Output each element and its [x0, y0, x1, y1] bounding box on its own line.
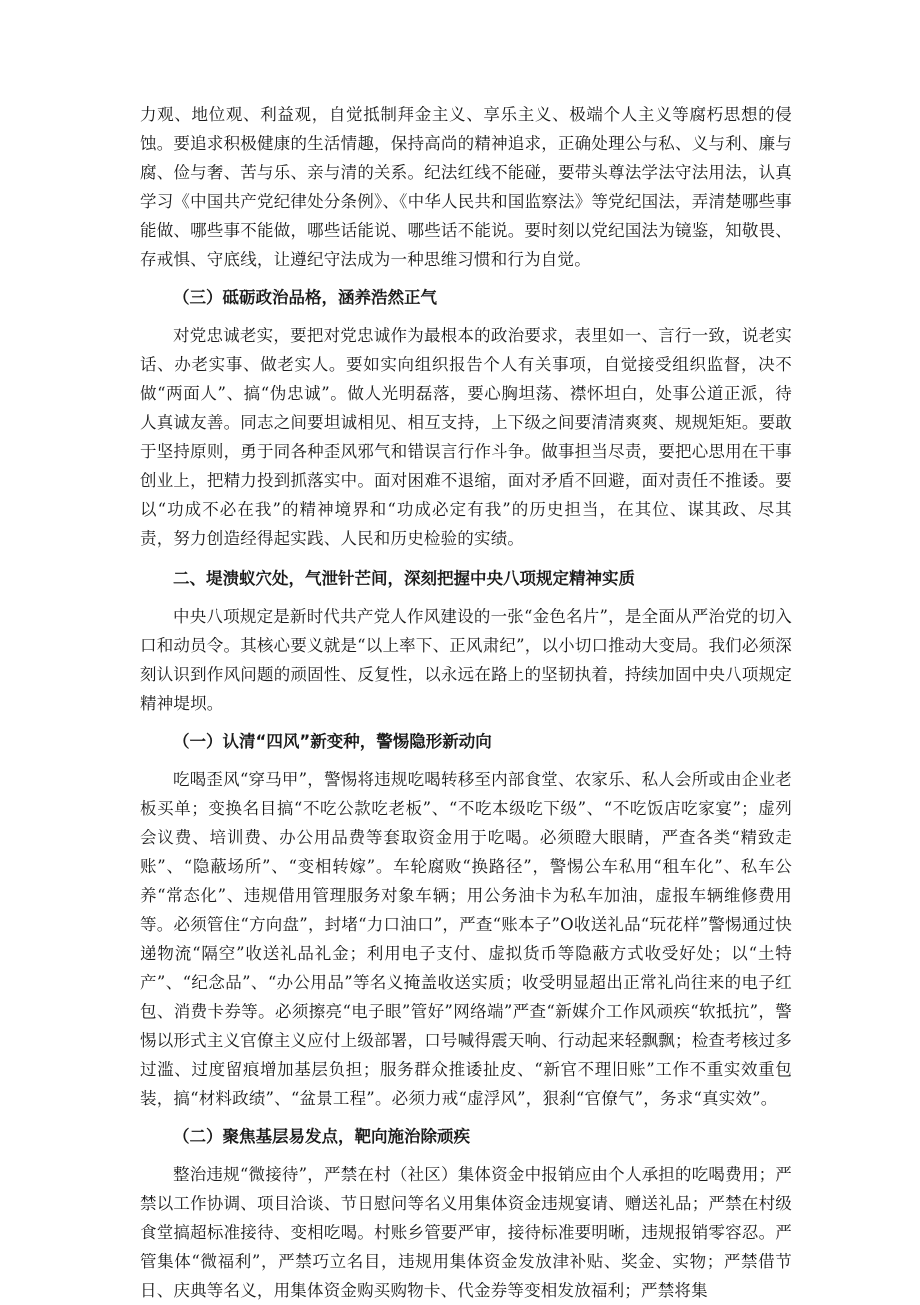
chapter-heading-two: 二、堤溃蚁穴处，气泄针芒间，深刻把握中央八项规定精神实质 [173, 569, 635, 588]
section-heading-two: （二）聚焦基层易发点，靶向施治除顽疾 [173, 1127, 470, 1146]
paragraph-grassroots: 整治违规“微接待”，严禁在村（社区）集体资金中报销应由个人承担的吃喝费用；严禁以工作协调、项目洽谈、节日慰问等名义用集体资金违规宴请、赠送礼品；严禁在村级食堂搞超标准接待、变相吃喝。村账乡管要严审，接待标准要明晰，违规报销零容忍。严管集体“微福利”，严禁巧立名目，违规用集体资金发放津补贴、奖金、实物；严禁借节日、庆典等名义，用集体资金购买购物卡、代金券等变相发放福利；严禁将集 [140, 1165, 792, 1300]
section-heading-three: （三）砥砺政治品格，涵养浩然正气 [173, 288, 437, 307]
paragraph-continuation: 力观、地位观、利益观，自觉抵制拜金主义、享乐主义、极端个人主义等腐朽思想的侵蚀。要追求积极健康的生活情趣，保持高尚的精神追求，正确处理公与私、义与利、廉与腐、俭与奢、苦与乐、亲与清的关系。纪法红线不能碰，要带头尊法学法守法用法，认真学习《中国共产党纪律处分条例》、《中华人民共和国监察法》等党纪国法，弄清楚哪些事能做、哪些事不能做，哪些话能说、哪些话不能说。要时刻以党纪国法为镜鉴，知敬畏、存戒惧、守底线，让遵纪守法成为一种思维习惯和行为自觉。 [140, 105, 792, 269]
document-body [140, 100, 792, 1305]
paragraph-four-winds: 吃喝歪风“穿马甲”，警惕将违规吃喝转移至内部食堂、农家乐、私人会所或由企业老板买单；变换名目搞“不吃公款吃老板”、“不吃本级吃下级”、“不吃饭店吃家宴”；虚列会议费、培训费、办公用品费等套取资金用于吃喝。必须瞪大眼睛，严查各类“精致走账”、“隐蔽场所”、“变相转嫁”。车轮腐败“换路径”，警惕公车私用“租车化”、私车公养“常态化”、违规借用管理服务对象车辆；用公务油卡为私车加油，虚报车辆维修费用等。必须管住“方向盘”，封堵“力口油口”，严查“账本子”O收送礼品“玩花样”警惕通过快递物流“隔空”收送礼品礼金；利用电子支付、虚拟货币等隐蔽方式收受好处；以“土特产”、“纪念品”、“办公用品”等名义掩盖收送实质；收受明显超出正常礼尚往来的电子红包、消费卡券等。必须擦亮“电子眼”管好”网络端”严查“新媒介工作风顽疾“软抵抗”，警惕以形式主义官僚主义应付上级部署，口号喊得震天响、行动起来轻飘飘；检查考核过多过滥、过度留痕增加基层负担；服务群众推诿扯皮、“新官不理旧账”工作不重实效重包装，搞“材料政绩”、“盆景工程”。必须力戒“虚浮风”，狠刹“官僚气”，务求“真实效”。 [140, 770, 792, 1108]
paragraph-eight-rules: 中央八项规定是新时代共产党人作风建设的一张“金色名片”，是全面从严治党的切入口和动员令。其核心要义就是“以上率下、正风肃纪”，以小切口推动大变局。我们必须深刻认识到作风问题的顽固性、反复性，以永远在路上的坚韧执着，持续加固中央八项规定精神堤坝。 [140, 607, 792, 713]
section-heading-one: （一）认清“四风”新变种，警惕隐形新动向 [173, 732, 492, 751]
paragraph-loyalty: 对党忠诚老实，要把对党忠诚作为最根本的政治要求，表里如一、言行一致，说老实话、办老实事、做老实人。要如实向组织报告个人有关事项，自觉接受组织监督，决不做“两面人”、搞“伪忠诚”。做人光明磊落，要心胸坦荡、襟怀坦白，处事公道正派，待人真诚友善。同志之间要坦诚相见、相互支持，上下级之间要清清爽爽、规规矩矩。要敢于坚持原则，勇于同各种歪风邪气和错误言行作斗争。做事担当尽责，要把心思用在干事创业上，把精力投到抓落实中。面对困难不退缩，面对矛盾不回避，面对责任不推诿。要以“功成不必在我”的精神境界和“功成必定有我”的历史担当，在其位、谋其政、尽其责，努力创造经得起实践、人民和历史检验的实绩。 [140, 326, 792, 548]
